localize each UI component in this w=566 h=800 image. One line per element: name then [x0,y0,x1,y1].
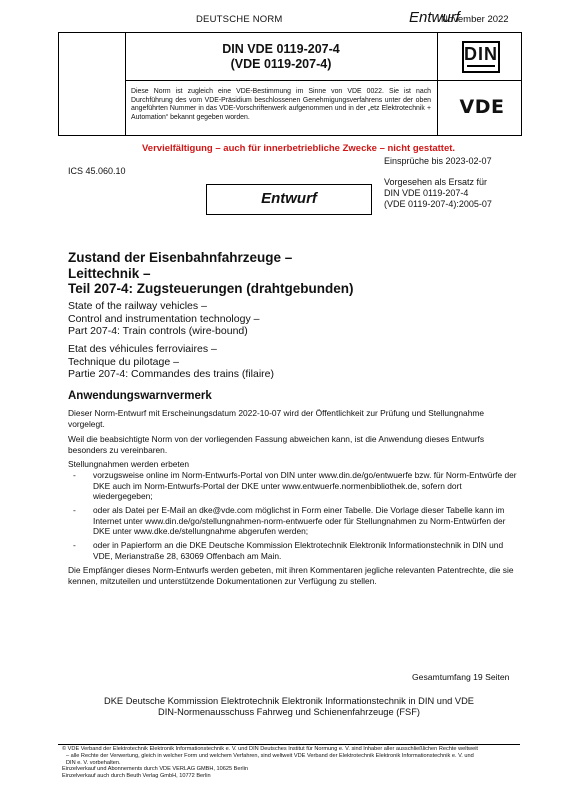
warning-paragraph-1: Dieser Norm-Entwurf mit Erscheinungsdatum 2022-10-07 wird der Öffentlichkeit zur Prüfung und Stellungnahme vorgelegt. [68,408,485,429]
title-french [68,343,274,381]
replacement-line1: Vorgesehen als Ersatz für [384,177,488,187]
title-french-line1: Etat des véhicules ferroviaires – [68,343,217,355]
page-total: Gesamtumfang 19 Seiten [412,672,510,682]
title-english-line3: Part 207-4: Train controls (wire-bound) [68,325,248,337]
sale-line2: Einzelverkauf auch durch Beuth Verlag GmbH, 10772 Berlin [62,773,211,780]
din-logo [462,41,500,73]
reproduction-notice: Vervielfältigung – auch für innerbetriebliche Zwecke – nicht gestattet. [142,143,456,154]
replacement-info [384,177,492,210]
title-english-line1: State of the railway vehicles – [68,300,207,312]
norm-number-line2: (VDE 0119-207-4) [230,57,332,71]
warning-paragraph-2: Weil die beabsichtigte Norm von der vorliegenden Fassung abweichen kann, ist die Anwendung dieses Entwurfs besonders zu vereinbaren. [68,434,485,455]
list-dash: - [73,505,76,515]
vde-note: Diese Norm ist zugleich eine VDE-Bestimmung im Sinne von VDE 0022. Sie ist nach Durchführung des vom VDE-Präsidium beschlossenen Genehmigungsverfahrens unter der oben angeführten Nummer in das VDE-Vorschriftenwerk aufgenommen und in der „etz Elektrotechnik + Automation“ bekannt gegeben worden. [131,88,431,121]
list-item-text: oder als Datei per E-Mail an dke@vde.com möglichst in Form einer Tabelle. Die Vorlage dieser Tabelle kann im Internet unter www.din.de/go/stellungnahmen-norm-entwuerfe oder für Stellungnahmen zu Norm-Entwürfen der DKE unter www.dke.de/stellungnahme abgerufen werden; [93,505,506,536]
committee-line2: DIN-Normenausschuss Fahrweg und Schienenfahrzeuge (FSF) [158,707,420,717]
copyright-notice [62,746,522,780]
draft-box [206,184,372,215]
norm-number-line1: DIN VDE 0119-207-4 [222,42,340,56]
title-french-line3: Partie 207-4: Commandes des trains (filaire) [68,368,275,380]
copyright-line1: © VDE Verband der Elektrotechnik Elektronik Informationstechnik e. V. und DIN Deutsches Institut für Normung e. V. sind Inhaber aller ausschließlichen Rechte weltweit [62,746,478,752]
vde-logo: VDE [459,96,505,118]
ics-code: ICS 45.060.10 [68,166,126,176]
title-english [68,300,259,338]
committee-line1: DKE Deutsche Kommission Elektrotechnik Elektronik Informationstechnik in DIN und VDE [104,696,474,706]
list-item-text: oder in Papierform an die DKE Deutsche Kommission Elektrotechnik Elektronik Informationstechnik in DIN und VDE, Merianstraße 28, 63069 Offenbach am Main. [93,540,504,561]
footer-divider [58,744,520,745]
title-english-line2: Control and instrumentation technology – [68,312,260,325]
list-item-text: vorzugsweise online im Norm-Entwurfs-Portal von DIN unter www.din.de/go/entwuerfe bzw. für Norm-Entwürfe der DKE auch im Norm-Entwurfs-Portal der DKE unter www.entwuerfe.normenbibliothek.de, sofern dort wiedergegeben; [93,470,517,501]
draft-box-label: Entwurf [261,190,317,207]
committee-info [58,696,520,718]
objection-deadline: Einsprüche bis 2023-02-07 [384,156,492,166]
title-german-line1: Zustand der Eisenbahnfahrzeuge – [68,250,293,265]
copyright-line2: – alle Rechte der Verwertung, gleich in welcher Form und welchem Verfahren, sind weltweit VDE Verband der Elektrotechnik Elektronik Informationstechnik e. V. und [66,752,474,759]
din-logo-bar [467,65,495,67]
title-german-line3: Teil 207-4: Zugsteuerungen (drahtgebunden) [68,281,354,296]
title-german [68,250,354,297]
din-logo-text: DIN [464,44,498,64]
standard-label: DEUTSCHE NORM [196,14,283,25]
list-dash: - [73,470,76,480]
draft-label: Entwurf [409,9,460,26]
copyright-line3: DIN e. V. vorbehalten. [66,759,121,766]
replacement-line2: DIN VDE 0119-207-4 [384,188,469,198]
warning-paragraph-4: Die Empfänger dieses Norm-Entwurfs werden gebeten, mit ihren Kommentaren jegliche relevanten Patentrechte, die sie kennen, mitzuteilen und unterstützende Dokumentationen zur Verfügung zu stellen. [68,565,514,586]
norm-number [125,42,437,72]
title-french-line2: Technique du pilotage – [68,355,179,368]
header-divider-middle [125,80,521,81]
list-dash: - [73,540,76,550]
replacement-line3: (VDE 0119-207-4):2005-07 [384,199,492,209]
warning-heading: Anwendungswarnvermerk [68,390,212,402]
title-german-line2: Leittechnik – [68,265,151,281]
publication-date: November 2022 [441,14,509,25]
warning-paragraph-3: Stellungnahmen werden erbeten [68,459,190,469]
header-box [58,32,522,136]
header-divider-right [437,33,438,135]
sale-line1: Einzelverkauf und Abonnements durch VDE VERLAG GMBH, 10625 Berlin [62,766,248,773]
